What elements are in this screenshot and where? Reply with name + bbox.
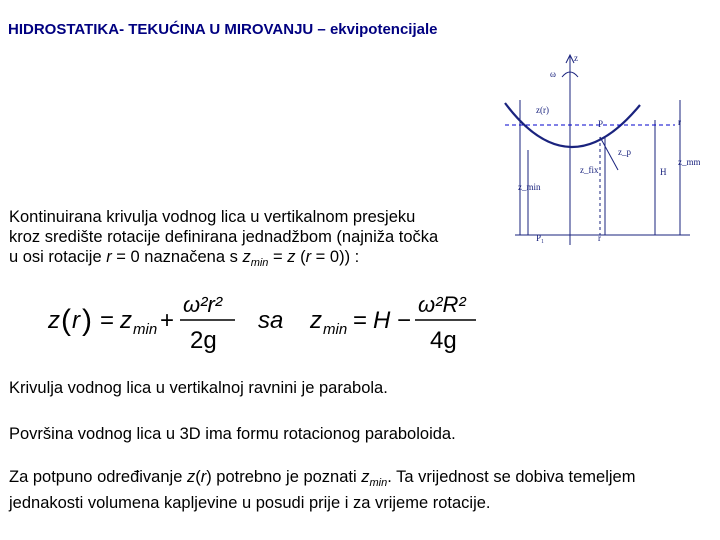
formula-zmin1: z: [120, 307, 132, 334]
r-end-label: r: [678, 117, 681, 127]
zr-label: z(r): [536, 105, 549, 115]
formula-H: H: [373, 307, 391, 334]
definition-line-1: Kontinuirana krivulja vodnog lica u vertikalnom presjeku: [9, 208, 416, 226]
p-diagonal: [600, 137, 618, 170]
formula-eq1: =: [100, 307, 115, 334]
zmin-line-2: jednakosti volumena kapljevine u posudi prije i za vrijeme rotacije.: [9, 494, 491, 512]
z-axis-label: z: [574, 53, 578, 63]
definition-line-2: kroz središte rotacije definirana jednadžbom (najniža točka: [9, 228, 439, 246]
zmin-line-1: Za potpuno određivanje z(r) potrebno je poznati $z_{min}$. Ta vrijednost se dobiva temeljem: [9, 468, 636, 489]
rotation-diagram: [500, 45, 700, 255]
h-label: H: [660, 167, 667, 177]
formula-minus: −: [397, 307, 412, 334]
zmin-label: z_min: [518, 182, 541, 192]
formula-den1: 2g: [190, 327, 217, 354]
formula-paren-open: (: [61, 304, 71, 337]
p1-label: P₁: [536, 233, 545, 243]
r-label: r: [598, 233, 601, 243]
p-label: P: [598, 119, 604, 129]
zfix-label: z_fix: [580, 165, 599, 175]
zp-label: z_p: [618, 147, 631, 157]
definition-line-3: u osi rotacije r = 0 naznačena s $z_{min} = z$ (r = 0)) :: [9, 248, 360, 269]
zmm-label: z_mm: [678, 157, 700, 167]
formula-min1: min: [133, 321, 158, 338]
formula-num1: ω²r²: [183, 292, 223, 317]
paragraph-zmin: [9, 467, 714, 513]
formula-zmin2: z: [310, 307, 322, 334]
formula-paren-close: ): [82, 304, 92, 337]
paragraph-definition: [9, 207, 489, 273]
formula-r: r: [72, 307, 80, 334]
formula-plus: +: [160, 307, 175, 334]
formula-min2: min: [323, 321, 348, 338]
page-title: HIDROSTATIKA- TEKUĆINA U MIROVANJU – ekvipotencijale: [8, 21, 438, 38]
formula-num2: ω²R²: [418, 292, 466, 317]
formula: [40, 286, 500, 358]
formula-eq2: =: [353, 307, 368, 334]
omega-label: ω: [550, 69, 556, 79]
formula-den2: 4g: [430, 327, 457, 354]
paragraph-paraboloid: Površina vodnog lica u 3D ima formu rotacionog paraboloida.: [9, 425, 456, 443]
formula-sa: sa: [258, 307, 284, 334]
paragraph-parabola: Krivulja vodnog lica u vertikalnoj ravnini je parabola.: [9, 379, 388, 397]
formula-z: z: [48, 307, 60, 334]
